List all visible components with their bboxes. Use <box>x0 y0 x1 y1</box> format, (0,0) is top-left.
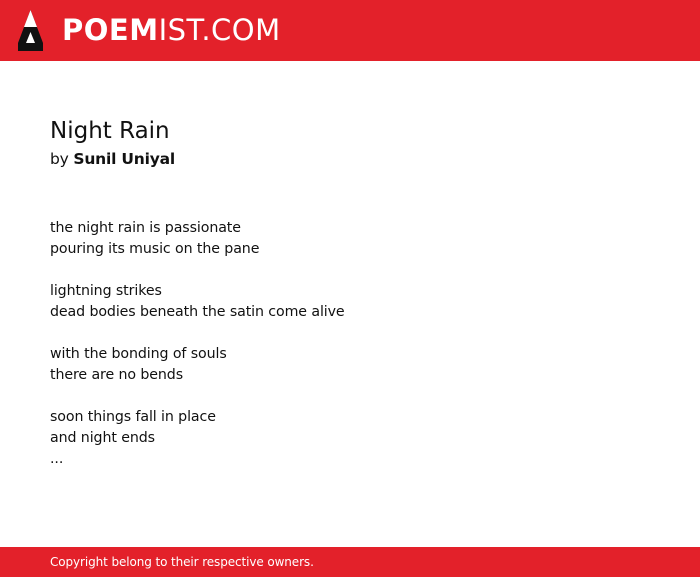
poem-stanza <box>50 344 345 386</box>
author-name: Sunil Uniyal <box>73 150 176 168</box>
poem-title: Night Rain <box>50 118 170 144</box>
poem-stanza <box>50 407 345 470</box>
poem-line: pouring its music on the pane <box>50 241 260 257</box>
poem-line: lightning strikes <box>50 283 162 299</box>
poem-stanza <box>50 281 345 323</box>
poem-ellipsis: ... <box>50 451 64 467</box>
poem-line: with the bonding of souls <box>50 346 227 362</box>
poem-line: soon things fall in place <box>50 409 216 425</box>
poem-body <box>50 218 345 491</box>
logo-wordmark-bold: POEM <box>62 13 159 47</box>
site-header <box>0 0 700 61</box>
poem-line: and night ends <box>50 430 155 446</box>
logo-wordmark-light: IST.COM <box>158 13 281 47</box>
copyright-notice: Copyright belong to their respective owners. <box>50 555 314 569</box>
site-footer <box>0 547 700 577</box>
site-logo-link[interactable] <box>62 12 281 48</box>
poem-line: there are no bends <box>50 367 184 383</box>
poem-line: dead bodies beneath the satin come alive <box>50 304 345 320</box>
byline-label: by <box>50 150 69 168</box>
poem-byline <box>50 148 175 170</box>
pencil-tip-icon[interactable] <box>18 10 43 51</box>
poem-line: the night rain is passionate <box>50 220 241 236</box>
poem-stanza <box>50 218 345 260</box>
